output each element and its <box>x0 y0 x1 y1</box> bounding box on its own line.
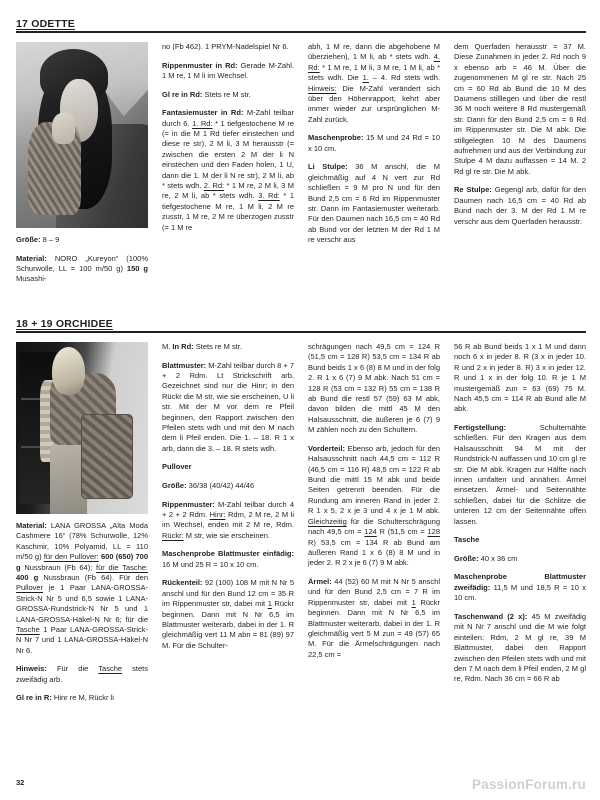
hinweis-inline-label: Hinweis: <box>308 83 337 93</box>
column-1 <box>16 42 148 285</box>
glre-text: Stets re M str. <box>202 89 251 99</box>
fantasiemuster-d: * 1 tiefgestochene M re, 1 M li, 2 M re zusstr, 1 M re, 2 M re überzogen zusstr (= 1 M re <box>162 191 294 232</box>
paragraph-fantasiemuster-cont <box>308 42 440 125</box>
paragraph-groesse <box>162 481 294 491</box>
material-label: Material: <box>16 253 47 263</box>
fantasiemuster-b: * 1 tiefgestochene M re (= in die M 1 Rd tiefer einstechen und diese re str), 2 M li, 3 M herausstr (= zwischen die ersten 2 M der li N einstechen und den Faden holen, 1 U, dann die 1. M der li N re str), 2 M li, ab * stets wdh. <box>162 118 294 191</box>
paragraph-li-stulpe <box>308 162 440 245</box>
maschenprobe-label: Maschenprobe: <box>308 133 364 143</box>
rippen-c: M str, wie sie erscheinen. <box>183 530 270 540</box>
blattmuster-text: M-Zahl teilbar durch 8 + 7 + 2 Rdm. Lt Strickschrift arb. Gezeichnet sind nur die Hinr; in den Rückr die M str, wie sie erscheinen, U li str. Mit der M vor dem re Pfeil beginnen, den Rapport zwischen den Pfeilen stets wdh und mit den M nach dem li Pfeil enden. Die 1. – 18. R 1 x arb, dann die 3. – 18. R stets wdh. <box>162 360 294 453</box>
page-number: 32 <box>16 778 25 787</box>
li-stulpe-label: Li Stulpe: <box>308 162 348 172</box>
frag-a: M. <box>162 342 173 351</box>
column-2 <box>162 42 294 285</box>
re-stulpe-label: Re Stulpe: <box>454 185 492 195</box>
tasche-ref: Tasche <box>16 625 40 635</box>
paragraph-fantasiemuster <box>162 108 294 233</box>
hinr-label: Hinr: <box>209 510 226 520</box>
maschenprobe-label: Maschenprobe Blattmuster einfädig: <box>162 549 294 559</box>
material-c: Nussbraun (Fb 64); <box>20 562 97 572</box>
pullover-ref: Pullover <box>16 583 44 593</box>
tasche-ref-2: Tasche <box>98 664 123 674</box>
size-label: Größe: <box>16 235 41 244</box>
article-columns <box>16 42 586 285</box>
row-one-ref: 1 <box>411 597 416 607</box>
size-value: 8 – 9 <box>40 235 60 244</box>
paragraph-rueckenteil <box>162 578 294 651</box>
column-4 <box>454 42 586 285</box>
material-tail: Musashi- <box>16 274 47 284</box>
photo-hair <box>52 347 85 395</box>
maschenprobe-text: 11,5 M und 18,5 R = 10 x 10 cm. <box>454 582 586 603</box>
fantasiemuster-label: Fantasiemuster in Rd: <box>162 108 244 118</box>
article-odette <box>16 18 586 285</box>
rueckenteil-label: Rückenteil: <box>162 578 203 588</box>
maschenprobe-text: 15 M und 24 Rd = 10 x 10 cm. <box>308 133 440 153</box>
groesse-text: 36/38 (40/42) 44/46 <box>186 481 255 491</box>
article-title: 17 ODETTE <box>16 18 75 30</box>
paragraph-aermel <box>308 577 440 660</box>
paragraph-continuation: no (Fb 462). 1 PRYM-Nadelspiel Nr 6. <box>162 42 289 51</box>
article-title: 18 + 19 ORCHIDEE <box>16 318 113 330</box>
blattmuster-label: Blattmuster: <box>162 360 207 370</box>
material-f: 1 Paar LANA-GROSSA-Strick-N Nr 7 und 1 LANA-GROSSA-Häkel-N Nr 6. <box>16 625 148 655</box>
material-d: Nussbraun (Fb 64). Für den <box>38 573 148 583</box>
paragraph-groesse <box>454 554 586 564</box>
frag-c: Stets re M str. <box>193 342 243 351</box>
article-photo-odette <box>16 42 148 228</box>
paragraph-rippenmuster <box>162 500 294 542</box>
fantasiemuster-a: M-Zahl teilbar durch 6. <box>162 108 294 128</box>
vorderteil-a: Ebenso arb, jedoch für den Halsausschnitt nach 44,5 cm = 112 R (46,5 cm = 116 R) 48,5 cm = 122 R ab Bund die mittl 15 M abk und beide Seiten getrennt beenden. Für die Rundung am inneren Rand in jeder 2. R 1 x 5, 2 x je 3 und 4 x je 1 M abk. <box>308 443 440 516</box>
paragraph-maschenprobe <box>162 549 294 570</box>
glre-label: Gl re in R: <box>16 693 52 703</box>
aermel-a: 44 (52) 60 M mit N Nr 5 anschl und für den Bund 2,5 cm = 7 R im Rippenmuster str, dabei mit <box>308 576 440 607</box>
material-value: NORO „Kureyon“ (100% Schurwolle, LL = 100 m/50 g) <box>16 253 148 273</box>
rippenmuster-text: Gerade M-Zahl. 1 M re, 1 M li im Wechsel. <box>162 60 294 80</box>
column-1 <box>16 342 148 704</box>
aermel-label: Ärmel: <box>308 576 332 586</box>
rippenmuster-label: Rippenmuster in Rd: <box>162 60 238 70</box>
for-bag-label: für die Tasche: <box>96 562 148 572</box>
groesse-text: 40 x 36 cm <box>478 553 518 563</box>
glre-label: Gl re in Rd: <box>162 89 203 99</box>
photo-hand <box>52 113 76 145</box>
hinweis-a: Für die <box>46 664 99 674</box>
groesse-label: Größe: <box>454 553 479 563</box>
paragraph-glre <box>16 693 148 703</box>
section-heading-pullover: Pullover <box>162 462 192 472</box>
column-3 <box>308 42 440 285</box>
fantasiemuster-c: * 1 M re, 2 M li, 3 M re, 2 M li, ab * stets wdh. <box>162 181 294 201</box>
column-3 <box>308 342 440 704</box>
material-weight: 150 g <box>126 264 148 273</box>
row-124-ref: 124 <box>364 527 377 537</box>
paragraph-taschenwand <box>454 612 586 685</box>
frag-b: * 1 M re, 1 M li, 3 M re, 1 M li, ab * stets wdh. Die <box>308 62 440 83</box>
paragraph-vorderteil <box>308 444 440 569</box>
rippenmuster-label: Rippenmuster: <box>162 499 215 509</box>
round-1-ref: 1. <box>362 73 369 83</box>
material-paragraph <box>16 254 148 285</box>
re-stulpe-text: Gegengl arb, dafür für den Daumen nach 16,5 cm = 40 Rd ab Bund nach der 3. M der Rd 1 M re verschr aus dem Querfaden herausstr. <box>454 185 587 226</box>
frag-c: – 4. Rd stets wdh. <box>368 73 441 83</box>
paragraph-glre <box>162 90 294 100</box>
rueckenteil-b: Rückr beginnen. Dann mit N Nr 6,5 im Blattmuster weiterarb, dabei in der 1. R gleichmäßig vert 11 M abn = 81 (89) 97 M. Für die Schulter- <box>162 599 295 650</box>
maschenprobe-text: 16 M und 25 R = 10 x 10 cm. <box>162 559 259 569</box>
rueckenteil-a: 92 (100) 108 M mit N Nr 5 anschl und für den Bund 12 cm = 35 R im Rippenmuster str, dabei mit <box>162 578 294 609</box>
frag-d: Die M-Zahl verändert sich über den Höhenrapport, kehrt aber immer wieder zur ursprünglichen M-Zahl zurück. <box>308 83 440 124</box>
li-stulpe-text: 36 M anschl, die M gleichmäßig auf 4 N vert zur Rd schließen = 9 M pro N und für den Bund 2,5 cm = 6 Rd im Rippenmuster str. Dann im Fantasiemuster weiterarb. Für den Daumen nach 16,5 cm = 40 Rd ab Bund vor der letzten M der Rd 1 M re verschr aus <box>308 162 440 245</box>
column-4 <box>454 342 586 704</box>
fertigstellung-label: Fertigstellung: <box>454 423 507 433</box>
paragraph-li-stulpe-cont: dem Querfaden herausstr = 37 M. Diese Zunahmen in jeder 2. Rd noch 9 x ebenso arb = 46 M. Über die zugenommenen M gl re str. Nach 25 cm = 60 Rd ab Bund die 10 M des Daumens stilllegen und über die restl 36 M noch weitere 8 Rd mustergemäß str. Dann für den Bund 2,5 cm = 6 Rd im Rippenmuster str. Die M abk. Die stillgelegten 10 M des Daumens aufnehmen und aus der Verbindung zur Stulpe 4 M dazu auffassen = 14 M. 2 Rd gl re str. Die M abk. <box>454 42 586 176</box>
article-header-odette <box>16 18 586 33</box>
paragraph-rueckenteil-cont: schrägungen nach 49,5 cm = 124 R (51,5 cm = 128 R) 53,5 cm = 134 R ab Bund beids 1 x 6 (8) 8 M und in der folg 2. R 1 x 6 (7) 9 M abk. Nach 51 cm = 128 R (53 cm = 132 R) 55 cm = 138 R ab Bund die restl 57 (59) 63 M abk, davon bilden die mittl 45 M den Halsausschnitt, die äußeren je 6 (7) 9 M zählen noch zu den Schultern. <box>308 342 440 435</box>
for-pullover-label: für den Pullover: <box>43 552 99 562</box>
article-orchidee <box>16 318 586 704</box>
column-2 <box>162 342 294 704</box>
aermel-b: Rückr beginnen. Dann mit N Nr 6,5 im Blattmuster weiterarb, dabei in der 1. R gleichmäßig vert 5 M zun = 49 (57) 65 M. Für die Ärmelschrägungen nach 22,5 cm = <box>308 597 441 659</box>
round-2-label: 2. Rd: <box>203 181 225 191</box>
rippen-a: M-Zahl teilbar durch 4 + 2 + 2 Rdm. <box>162 499 294 520</box>
bag-weight: 400 g <box>16 573 39 583</box>
round-3-label: 3. Rd: <box>258 191 280 201</box>
material-e: je 1 Paar LANA-GROSSA-Strick-N Nr 5 und 6,5 sowie 1 LANA-GROSSA-Rundstrick-N Nr 5 und 1 LANA-GROSSA-Häkel-N Nr 6; für die <box>16 583 148 624</box>
rippen-b: Rdm, 2 M re, 2 M li im Wechsel, enden mit 2 M re, Rdm. <box>162 510 294 530</box>
paragraph-re-stulpe <box>454 185 586 227</box>
round-1-label: 1. Rd: <box>192 118 213 128</box>
paragraph-blattmuster <box>162 361 294 455</box>
pullover-weight: 600 (650) 700 g <box>16 552 148 572</box>
section-heading-tasche: Tasche <box>454 535 480 545</box>
paragraph-hinweis <box>16 664 148 685</box>
groesse-label: Größe: <box>162 481 187 491</box>
round-4-label: 4. Rd: <box>308 52 440 72</box>
hinweis-b: stets zweifädig arb. <box>16 664 148 684</box>
watermark: PassionForum.ru <box>471 777 586 792</box>
gleichzeitig-label: Gleichzeitig <box>308 516 347 526</box>
maschenprobe-label: Maschenprobe Blattmuster zweifädig: <box>454 572 586 592</box>
article-columns <box>16 342 586 704</box>
paragraph-glre-cont <box>162 342 294 352</box>
material-label: Material: <box>16 521 47 530</box>
fertigstellung-text: Schulternähte schließen. Für den Kragen aus dem Halsausschnitt 94 M mit der Rundstrick-N auffassen und 10 cm gl re str. Die M abk. Kragen zur Hälfte nach innen umfalten und annähen. Ärmel einsetzen. Ärmel- und Seitennähte schließen, dabei für die Schlitze die unteren 12 cm der Seitennähte offen lassen. <box>454 423 586 526</box>
paragraph-maschenprobe <box>308 133 440 154</box>
paragraph-fertigstellung <box>454 423 586 527</box>
glre-text: Hinr re M, Rückr li <box>51 693 114 703</box>
in-rd-label: In Rd: <box>172 342 194 351</box>
vorderteil-d: R) 53,5 cm = 134 R ab Bund am äußeren Rand 1 x 6 (8) 8 M und in jeder 2. R 2 x je 6 (7) 9 M abk. <box>308 537 440 568</box>
article-header-orchidee <box>16 318 586 333</box>
vorderteil-b: für die Schulterschrägung nach 49,5 cm = <box>308 516 440 537</box>
vorderteil-label: Vorderteil: <box>308 443 345 453</box>
taschenwand-text: 45 M zweifädig mit N Nr 7 anschl und die M wie folgt einteilen: Rdm, 2 M gl re, 39 M Blattmuster, dabei den Rapport zwischen den Pfeilen stets wdh und mit den 7 M nach dem li Pfeil enden, 2 M gl re, Rdm. Nach 36 cm = 66 R ab <box>454 611 587 684</box>
paragraph-aermel-cont: 56 R ab Bund beids 1 x 1 M und dann noch 6 x in jeder 8. R (3 x in jeder 10. R und 2 x in jeder 8. R) 3 x in jeder 12. R und 1 x in der folg 10. R je 1 M mustergemäß zun = 63 (69) 75 M. Nach 45,5 cm = 114 R ab Bund alle M abk. <box>454 342 586 414</box>
taschenwand-label: Taschenwand (2 x): <box>454 611 528 621</box>
paragraph-maschenprobe-zweifaedig <box>454 572 586 603</box>
size-paragraph <box>16 235 148 245</box>
paragraph-rippenmuster <box>162 61 294 82</box>
rueckr-label: Rückr: <box>162 530 184 540</box>
hinweis-label: Hinweis: <box>16 664 47 674</box>
vorderteil-c: R (51,5 cm = <box>376 527 428 537</box>
material-paragraph <box>16 521 148 656</box>
material-a: LANA GROSSA „Alta Moda Cashmere 16“ (78% Schurwolle, 12% Kaschmir, 10% Polyamid, LL = 110 m/50 g) <box>16 521 148 562</box>
article-photo-orchidee <box>16 342 148 514</box>
frag-a: abh, 1 M re, dann die abgehobene M überziehen), 1 M li, ab * stets wdh. <box>308 42 440 62</box>
row-128-ref: 128 <box>427 527 440 537</box>
photo-knitted-bag <box>81 414 133 499</box>
row-one-ref: 1 <box>267 599 272 609</box>
